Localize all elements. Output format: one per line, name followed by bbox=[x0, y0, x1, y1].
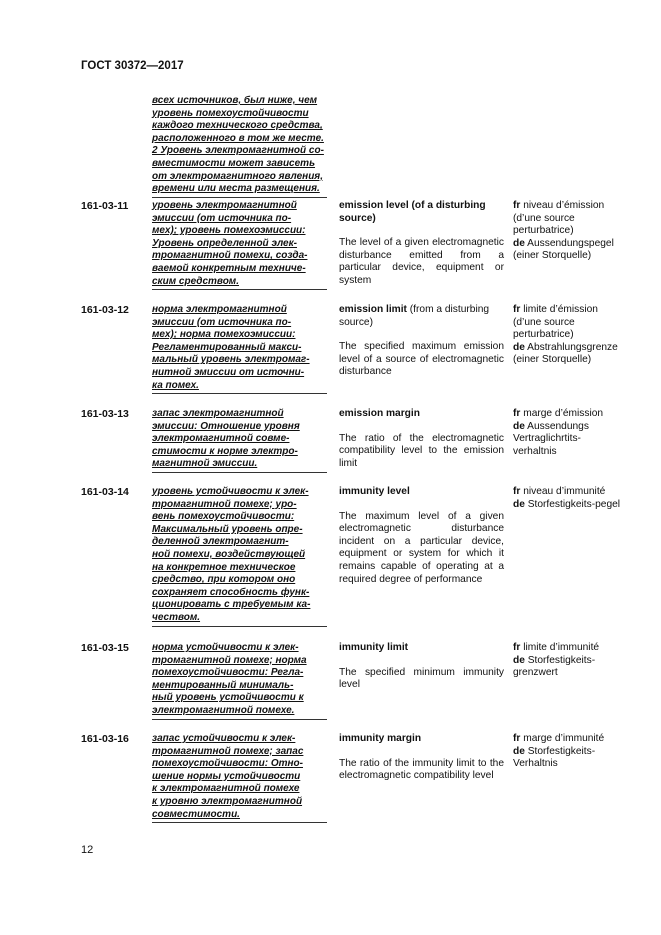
english-term bbox=[339, 304, 504, 379]
russian-line: шение нормы устойчивости bbox=[152, 770, 301, 782]
russian-line: мех); уровень помехоэмиссии: bbox=[152, 225, 306, 237]
russian-line: средство, при котором оно bbox=[152, 574, 296, 586]
term-number: 161-03-16 bbox=[81, 733, 129, 745]
russian-line: помехоустойчивости: Регла- bbox=[152, 667, 304, 679]
russian-line: на конкретное техническое bbox=[152, 561, 296, 573]
document-code: ГОСТ 30372—2017 bbox=[81, 60, 184, 72]
russian-term bbox=[152, 733, 327, 823]
note-line: расположенного в том же месте. bbox=[152, 132, 324, 144]
english-term bbox=[339, 408, 504, 470]
german-equivalent: Storfestigkeits-Verhaltnis bbox=[513, 745, 596, 770]
separator-rule bbox=[152, 289, 327, 290]
english-definition: The ratio of the immunity limit to the electromagnetic compatibility level bbox=[339, 757, 504, 782]
foreign-equivalents bbox=[513, 200, 623, 263]
russian-line: норма электромагнитной bbox=[152, 304, 287, 315]
russian-line: эмиссии (от источника по- bbox=[152, 316, 292, 328]
french-equivalent: limite d’immunité bbox=[523, 642, 600, 653]
german-equivalent: Aussendungs Vertraglichrtits-verhaltnis bbox=[513, 420, 589, 457]
note-line: всех источников, был ниже, чем bbox=[152, 95, 318, 106]
english-term-name: immunity limit bbox=[339, 642, 409, 653]
russian-line: Регламентированный макси- bbox=[152, 341, 302, 353]
foreign-equivalents bbox=[513, 486, 623, 511]
lang-code-de: de bbox=[513, 498, 525, 510]
separator-rule bbox=[152, 472, 327, 473]
term-number: 161-03-11 bbox=[81, 200, 129, 212]
lang-code-de: de bbox=[513, 341, 525, 353]
separator-rule bbox=[152, 626, 327, 627]
lang-code-de: de bbox=[513, 237, 525, 249]
russian-line: сохраняет способность функ- bbox=[152, 586, 310, 598]
russian-line: норма устойчивости к элек- bbox=[152, 642, 299, 653]
lang-code-fr: fr bbox=[513, 486, 521, 497]
russian-line: ный уровень устойчивости к bbox=[152, 692, 304, 704]
russian-line: уровень устойчивости к элек- bbox=[152, 486, 309, 497]
english-definition: The specified maximum emission level of a source of electromagnetic disturbance bbox=[339, 341, 504, 378]
note-line: каждого технического средства, bbox=[152, 120, 323, 132]
russian-line: чеством. bbox=[152, 611, 201, 623]
russian-line: нитной эмиссии от источни- bbox=[152, 366, 305, 378]
russian-line: стимости к норме электро- bbox=[152, 445, 298, 457]
english-definition: The specified minimum immunity level bbox=[339, 666, 504, 691]
lang-code-fr: fr bbox=[513, 642, 521, 653]
english-term-qualifier: (from a disturbing source) bbox=[339, 304, 490, 328]
russian-line: к электромагнитной помехе bbox=[152, 783, 300, 795]
english-term bbox=[339, 733, 504, 783]
note-line: вместимости может зависеть bbox=[152, 157, 316, 169]
german-equivalent: Aussendungspegel (einer Storquelle) bbox=[513, 237, 614, 262]
russian-line: ским средством. bbox=[152, 275, 239, 287]
lang-code-de: de bbox=[513, 745, 525, 757]
lang-code-fr: fr bbox=[513, 304, 521, 315]
russian-line: ваемой конкретным техниче- bbox=[152, 262, 306, 274]
french-equivalent: marge d’immunité bbox=[523, 733, 605, 744]
separator-rule bbox=[152, 393, 327, 394]
russian-term bbox=[152, 304, 327, 394]
russian-line: тромагнитной помехе; уро- bbox=[152, 498, 297, 510]
russian-line: запас устойчивости к элек- bbox=[152, 733, 296, 744]
russian-line: эмиссии (от источника по- bbox=[152, 212, 292, 224]
russian-line: ка помех. bbox=[152, 379, 199, 391]
russian-line: запас электромагнитной bbox=[152, 408, 284, 419]
russian-line: помехоустойчивости: Отно- bbox=[152, 758, 303, 770]
french-equivalent: marge d’émission bbox=[523, 408, 604, 419]
english-definition: The maximum level of a given electromagnetic disturbance incident on a particular device, equipment or system for which it remains capable of operating at a required degree of performance bbox=[339, 510, 504, 585]
russian-line: тромагнитной помехи, созда- bbox=[152, 250, 308, 262]
english-term bbox=[339, 642, 504, 692]
english-term-name: immunity level bbox=[339, 486, 410, 497]
german-equivalent: Abstrahlungsgrenze (einer Storquelle) bbox=[513, 341, 618, 366]
separator-rule bbox=[152, 197, 327, 198]
term-number: 161-03-14 bbox=[81, 486, 129, 498]
russian-term bbox=[152, 642, 327, 720]
russian-line: эмиссии: Отношение уровня bbox=[152, 420, 300, 432]
russian-line: Максимальный уровень опре- bbox=[152, 523, 303, 535]
lang-code-de: de bbox=[513, 654, 525, 666]
note-line: времени или места размещения. bbox=[152, 183, 320, 195]
lang-code-fr: fr bbox=[513, 408, 521, 419]
german-equivalent: Storfestigkeits-pegel bbox=[527, 498, 621, 510]
french-equivalent: limite d’émission (d’une source perturbatrice) bbox=[513, 304, 598, 341]
english-definition: The ratio of the electromagnetic compatibility level to the emission limit bbox=[339, 432, 504, 469]
german-equivalent: Storfestigkeits-grenzwert bbox=[513, 654, 596, 679]
continuation-notes bbox=[152, 95, 327, 198]
foreign-equivalents bbox=[513, 408, 623, 458]
russian-term bbox=[152, 486, 327, 627]
page-number: 12 bbox=[81, 844, 94, 856]
note-line: от электромагнитного явления, bbox=[152, 170, 323, 182]
russian-term bbox=[152, 408, 327, 473]
term-number: 161-03-15 bbox=[81, 642, 129, 654]
russian-line: Уровень определенной элек- bbox=[152, 237, 298, 249]
french-equivalent: niveau d’immunité bbox=[523, 486, 606, 497]
lang-code-fr: fr bbox=[513, 733, 521, 744]
english-definition: The level of a given electromagnetic disturbance emitted from a particular device, equipment or system bbox=[339, 237, 504, 286]
russian-line: мальный уровень электромаг- bbox=[152, 354, 310, 366]
english-term-name: immunity margin bbox=[339, 733, 422, 744]
russian-term bbox=[152, 200, 327, 290]
foreign-equivalents bbox=[513, 733, 623, 771]
russian-line: уровень электромагнитной bbox=[152, 200, 297, 211]
note-line: уровень помехоустойчивости bbox=[152, 107, 309, 119]
russian-line: тромагнитной помехе; норма bbox=[152, 654, 307, 666]
separator-rule bbox=[152, 822, 327, 823]
english-term bbox=[339, 200, 504, 288]
russian-line: ментированный минималь- bbox=[152, 679, 294, 691]
foreign-equivalents bbox=[513, 642, 623, 680]
english-term-name: emission level (of a disturbing source) bbox=[339, 200, 486, 224]
foreign-equivalents bbox=[513, 304, 623, 367]
english-term-name: emission margin bbox=[339, 408, 420, 419]
russian-line: вень помехоустойчивости: bbox=[152, 511, 295, 523]
russian-line: совместимости. bbox=[152, 808, 240, 820]
french-equivalent: niveau d’émission (d’une source perturbatrice) bbox=[513, 200, 605, 237]
separator-rule bbox=[152, 719, 327, 720]
russian-line: к уровню электромагнитной bbox=[152, 795, 303, 807]
english-term bbox=[339, 486, 504, 586]
term-number: 161-03-12 bbox=[81, 304, 129, 316]
russian-line: ной помехи, воздействующей bbox=[152, 548, 306, 560]
russian-line: магнитной эмиссии. bbox=[152, 458, 258, 470]
russian-line: ционировать с требуемым ка- bbox=[152, 599, 311, 611]
lang-code-de: de bbox=[513, 420, 525, 432]
russian-line: тромагнитной помехе; запас bbox=[152, 745, 304, 757]
english-term-name: emission limit bbox=[339, 304, 407, 315]
lang-code-fr: fr bbox=[513, 200, 521, 211]
russian-line: деленной электромагнит- bbox=[152, 536, 289, 548]
russian-line: мех); норма помехоэмиссии: bbox=[152, 329, 296, 341]
russian-line: электромагнитной совме- bbox=[152, 433, 290, 445]
term-number: 161-03-13 bbox=[81, 408, 129, 420]
note-line: 2 Уровень электромагнитной со- bbox=[152, 145, 324, 157]
russian-line: электромагнитной помехе. bbox=[152, 704, 295, 716]
